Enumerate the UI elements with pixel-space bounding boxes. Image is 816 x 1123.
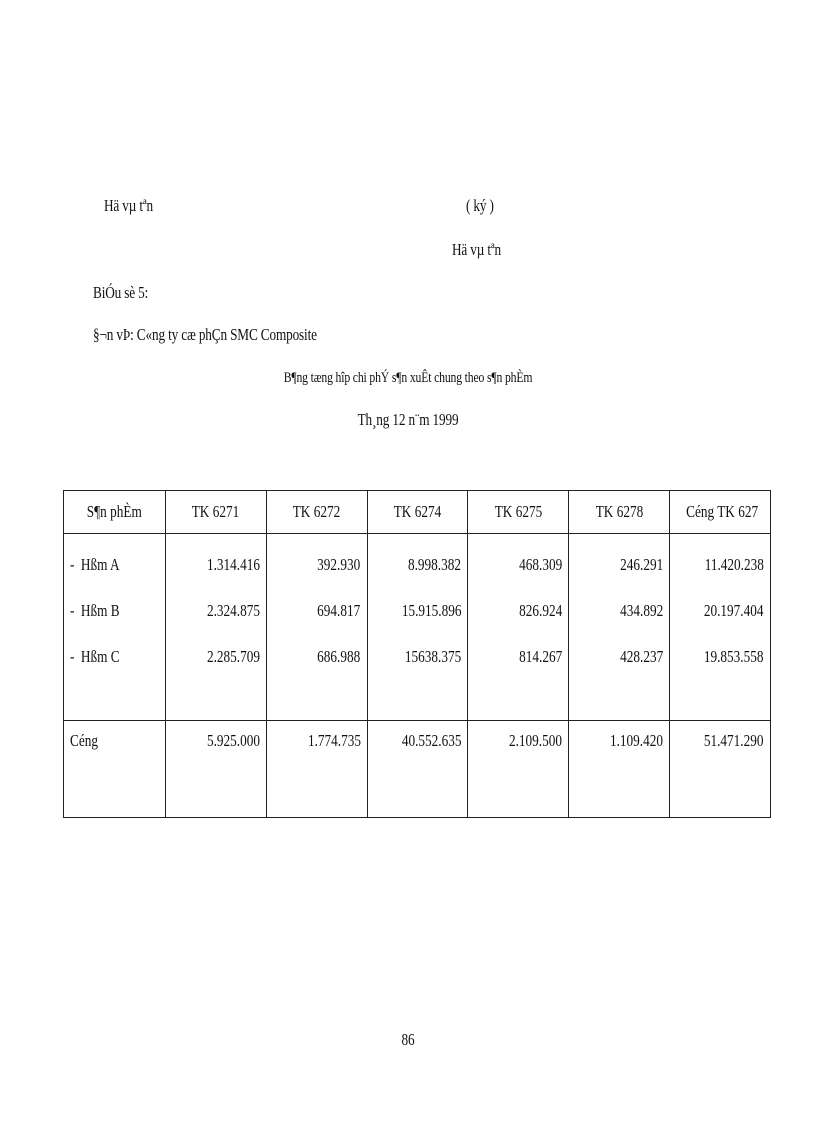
table-cell: 2.324.875 bbox=[166, 588, 267, 634]
row-label: - Hßm C bbox=[64, 634, 166, 680]
signature-name-left: Hä vµ tªn bbox=[104, 196, 153, 215]
table-cell: 392.930 bbox=[266, 534, 367, 589]
table-cell: 15.915.896 bbox=[367, 588, 468, 634]
total-cell: 5.925.000 bbox=[166, 721, 267, 818]
row-label: - Hßm B bbox=[64, 588, 166, 634]
table-cell: 1.314.416 bbox=[166, 534, 267, 589]
total-cell: 1.774.735 bbox=[266, 721, 367, 818]
total-cell: 1.109.420 bbox=[569, 721, 670, 818]
table-row bbox=[64, 534, 771, 589]
table-cell: 246.291 bbox=[569, 534, 670, 589]
table-cell: 694.817 bbox=[266, 588, 367, 634]
table-cell: 2.285.709 bbox=[166, 634, 267, 680]
page-number: 86 bbox=[401, 1030, 415, 1049]
table-cell: 20.197.404 bbox=[669, 588, 770, 634]
column-header: TK 6278 bbox=[569, 491, 670, 534]
overhead-cost-table bbox=[63, 490, 771, 818]
table-cell: 434.892 bbox=[569, 588, 670, 634]
table-row bbox=[64, 634, 771, 680]
table-total-row bbox=[64, 721, 771, 818]
company-unit: §¬n vÞ: C«ng ty cæ phÇn SMC Composite bbox=[93, 325, 317, 344]
table-spacer-row bbox=[64, 680, 771, 721]
total-cell: 51.471.290 bbox=[669, 721, 770, 818]
row-label: - Hßm A bbox=[64, 534, 166, 589]
signature-name-right: Hä vµ tªn bbox=[452, 240, 501, 259]
table-cell: 826.924 bbox=[468, 588, 569, 634]
table-cell: 468.309 bbox=[468, 534, 569, 589]
table-cell: 11.420.238 bbox=[669, 534, 770, 589]
column-header: Céng TK 627 bbox=[669, 491, 770, 534]
table-cell: 686.988 bbox=[266, 634, 367, 680]
signature-label: ( ký ) bbox=[466, 196, 494, 215]
table-cell: 8.998.382 bbox=[367, 534, 468, 589]
total-label: Céng bbox=[64, 721, 166, 818]
form-number: BiÓu sè 5: bbox=[93, 283, 149, 302]
table-title: B¶ng tæng hîp chi phÝ s¶n xuÊt chung theo s¶n phÈm bbox=[283, 370, 533, 386]
total-cell: 2.109.500 bbox=[468, 721, 569, 818]
table-subtitle: Th¸ng 12 n¨m 1999 bbox=[357, 410, 459, 429]
column-header: TK 6274 bbox=[367, 491, 468, 534]
total-cell: 40.552.635 bbox=[367, 721, 468, 818]
table-header-row bbox=[64, 491, 771, 534]
table-cell: 15638.375 bbox=[367, 634, 468, 680]
table-cell: 814.267 bbox=[468, 634, 569, 680]
table-cell: 19.853.558 bbox=[669, 634, 770, 680]
table-cell: 428.237 bbox=[569, 634, 670, 680]
column-header: TK 6272 bbox=[266, 491, 367, 534]
column-header: TK 6275 bbox=[468, 491, 569, 534]
column-header: TK 6271 bbox=[166, 491, 267, 534]
table-row bbox=[64, 588, 771, 634]
column-header: S¶n phÈm bbox=[64, 491, 166, 534]
